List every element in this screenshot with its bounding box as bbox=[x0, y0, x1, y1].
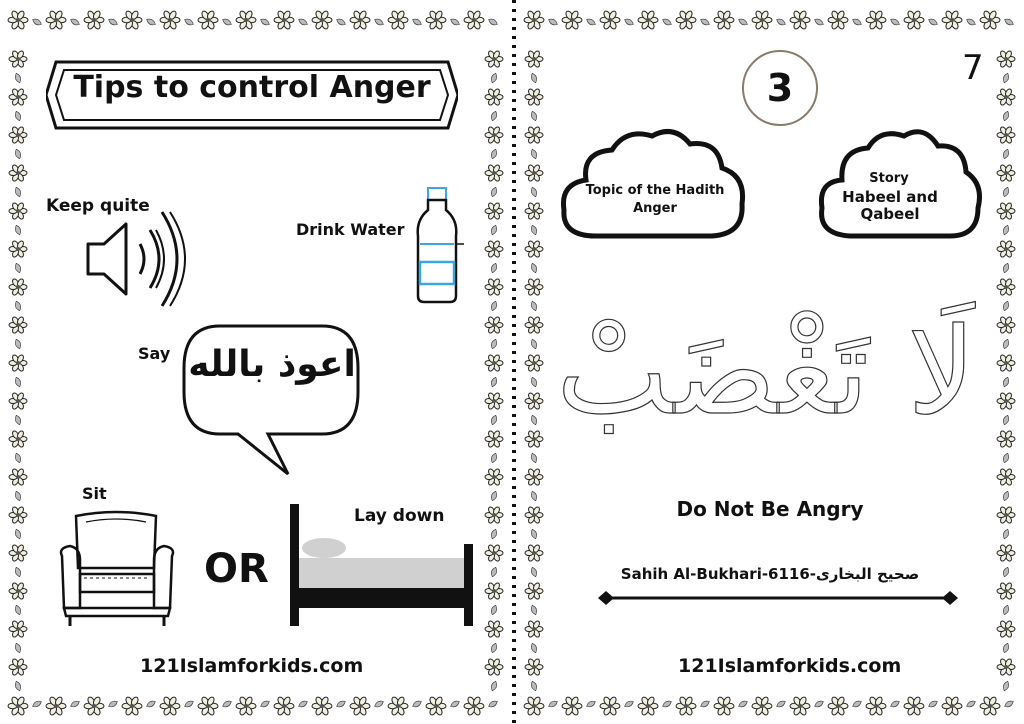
flower-border-item bbox=[485, 316, 503, 334]
flower-border-leaf bbox=[490, 338, 498, 349]
page-title: Tips to control Anger bbox=[73, 70, 431, 105]
flower-border-leaf bbox=[965, 17, 976, 26]
flower-border-leaf bbox=[14, 642, 22, 653]
armchair-icon bbox=[56, 508, 178, 630]
flower-border-leaf bbox=[490, 414, 498, 425]
flower-border-item bbox=[997, 126, 1015, 144]
flower-border-item bbox=[525, 126, 543, 144]
flower-border-leaf bbox=[530, 72, 538, 83]
flower-border-item bbox=[752, 10, 772, 30]
flower-border-item bbox=[46, 696, 66, 716]
flower-border-item bbox=[525, 468, 543, 486]
flower-border-item bbox=[600, 10, 620, 30]
flower-border-item bbox=[485, 126, 503, 144]
flower-border-leaf bbox=[775, 17, 786, 26]
flower-border-leaf bbox=[1003, 699, 1014, 708]
flower-border-leaf bbox=[1002, 566, 1010, 577]
flower-border-leaf bbox=[623, 699, 634, 708]
flower-border-item bbox=[904, 696, 924, 716]
flower-border-leaf bbox=[490, 452, 498, 463]
flower-border-leaf bbox=[927, 17, 938, 26]
flower-border-item bbox=[485, 658, 503, 676]
flower-border-leaf bbox=[547, 699, 558, 708]
tip-say-label: Say bbox=[138, 344, 171, 363]
flower-border-leaf bbox=[1002, 262, 1010, 273]
flower-border-item bbox=[426, 696, 446, 716]
flower-border-item bbox=[9, 202, 27, 220]
flower-border-item bbox=[525, 202, 543, 220]
flower-border-item bbox=[464, 696, 484, 716]
flower-border-leaf bbox=[530, 224, 538, 235]
flower-border-item bbox=[9, 392, 27, 410]
flower-border-item bbox=[274, 696, 294, 716]
flower-border-item bbox=[525, 430, 543, 448]
flower-border-item bbox=[752, 696, 772, 716]
flower-border-item bbox=[997, 430, 1015, 448]
flower-border-leaf bbox=[1002, 604, 1010, 615]
flower-border-leaf bbox=[31, 699, 42, 708]
flower-border-leaf bbox=[1002, 300, 1010, 311]
flower-border-leaf bbox=[107, 17, 118, 26]
flower-border-leaf bbox=[14, 148, 22, 159]
flower-border-leaf bbox=[221, 699, 232, 708]
flower-border-item bbox=[562, 10, 582, 30]
story-heading: Story bbox=[869, 171, 909, 186]
flower-border-item bbox=[198, 696, 218, 716]
flower-border-item bbox=[350, 696, 370, 716]
flower-border-leaf bbox=[661, 699, 672, 708]
flower-border-item bbox=[997, 354, 1015, 372]
flower-border-item bbox=[485, 354, 503, 372]
flower-border-leaf bbox=[14, 262, 22, 273]
flower-border-leaf bbox=[490, 490, 498, 501]
flower-border-item bbox=[84, 10, 104, 30]
flower-border-item bbox=[485, 202, 503, 220]
flower-border-leaf bbox=[889, 17, 900, 26]
flower-border-item bbox=[790, 10, 810, 30]
flower-border-leaf bbox=[490, 110, 498, 121]
flower-border-item bbox=[46, 10, 66, 30]
flower-border-item bbox=[997, 50, 1015, 68]
flower-border-leaf bbox=[14, 110, 22, 121]
flower-border-leaf bbox=[490, 72, 498, 83]
story-value: Habeel and Qabeel bbox=[842, 188, 938, 223]
flower-border-leaf bbox=[490, 680, 498, 691]
flower-border-item bbox=[525, 164, 543, 182]
flower-border-item bbox=[160, 10, 180, 30]
flower-border-leaf bbox=[530, 566, 538, 577]
flower-border-item bbox=[997, 468, 1015, 486]
flower-border-item bbox=[997, 582, 1015, 600]
flower-border-leaf bbox=[813, 699, 824, 708]
flower-border-leaf bbox=[889, 699, 900, 708]
flower-border-leaf bbox=[1002, 110, 1010, 121]
flower-border-leaf bbox=[585, 17, 596, 26]
flower-border-leaf bbox=[490, 376, 498, 387]
tip-drink-water-label: Drink Water bbox=[296, 220, 405, 239]
flower-border-item bbox=[485, 50, 503, 68]
page-number: 7 bbox=[962, 48, 984, 88]
flower-border-leaf bbox=[530, 528, 538, 539]
flower-border-item bbox=[997, 88, 1015, 106]
flower-border-item bbox=[485, 430, 503, 448]
flower-border-item bbox=[485, 544, 503, 562]
flower-border-item bbox=[676, 10, 696, 30]
flower-border-item bbox=[524, 10, 544, 30]
flower-border-item bbox=[997, 240, 1015, 258]
flower-border-leaf bbox=[661, 17, 672, 26]
flower-border-leaf bbox=[145, 699, 156, 708]
water-bottle-icon bbox=[410, 184, 472, 306]
flower-border-leaf bbox=[530, 148, 538, 159]
flower-border-leaf bbox=[490, 566, 498, 577]
flower-border-item bbox=[525, 392, 543, 410]
flower-border-item bbox=[997, 278, 1015, 296]
flower-border-leaf bbox=[14, 604, 22, 615]
flower-border-leaf bbox=[335, 17, 346, 26]
flower-border-item bbox=[997, 316, 1015, 334]
flower-border-leaf bbox=[699, 17, 710, 26]
flower-border-leaf bbox=[927, 699, 938, 708]
flower-border-leaf bbox=[530, 452, 538, 463]
flower-border-leaf bbox=[775, 699, 786, 708]
flower-border-leaf bbox=[411, 699, 422, 708]
flower-border-item bbox=[485, 278, 503, 296]
flower-border-leaf bbox=[14, 376, 22, 387]
flower-border-item bbox=[84, 696, 104, 716]
flower-border-item bbox=[8, 696, 28, 716]
bed-icon bbox=[288, 500, 476, 628]
translation-text: Do Not Be Angry bbox=[676, 497, 864, 521]
flower-border-leaf bbox=[14, 452, 22, 463]
speaker-icon bbox=[84, 206, 188, 310]
flower-border-item bbox=[997, 620, 1015, 638]
flower-border-leaf bbox=[490, 148, 498, 159]
flower-border-item bbox=[9, 50, 27, 68]
flower-border-leaf bbox=[14, 680, 22, 691]
flower-border-leaf bbox=[449, 699, 460, 708]
flower-border-item bbox=[525, 544, 543, 562]
flower-border-leaf bbox=[14, 566, 22, 577]
or-text: OR bbox=[204, 546, 269, 592]
flower-border-leaf bbox=[335, 699, 346, 708]
tip-lay-down-label: Lay down bbox=[354, 506, 445, 526]
flower-border-leaf bbox=[259, 17, 270, 26]
flower-border-item bbox=[525, 506, 543, 524]
flower-border-item bbox=[904, 10, 924, 30]
flower-border-item bbox=[485, 240, 503, 258]
flower-border-leaf bbox=[145, 17, 156, 26]
flower-border-leaf bbox=[69, 699, 80, 708]
flower-border-leaf bbox=[530, 490, 538, 501]
flower-border-leaf bbox=[14, 186, 22, 197]
flower-border-leaf bbox=[490, 642, 498, 653]
flower-border-leaf bbox=[547, 17, 558, 26]
flower-border-item bbox=[790, 696, 810, 716]
flower-border-leaf bbox=[530, 262, 538, 273]
flower-border-leaf bbox=[14, 300, 22, 311]
flower-border-leaf bbox=[1002, 148, 1010, 159]
flower-border-leaf bbox=[851, 17, 862, 26]
arabic-outline-title: لَا تَغْضَبْ bbox=[556, 303, 976, 442]
flower-border-leaf bbox=[14, 490, 22, 501]
flower-border-item bbox=[997, 392, 1015, 410]
flower-border-item bbox=[485, 164, 503, 182]
flower-border-item bbox=[388, 10, 408, 30]
flower-border-item bbox=[9, 582, 27, 600]
flower-border-item bbox=[9, 88, 27, 106]
flower-border-leaf bbox=[623, 17, 634, 26]
website-footer-right: 121Islamforkids.com bbox=[678, 655, 902, 677]
flower-border-leaf bbox=[530, 186, 538, 197]
flower-border-leaf bbox=[373, 699, 384, 708]
flower-border-item bbox=[525, 582, 543, 600]
flower-border-item bbox=[160, 696, 180, 716]
flower-border-item bbox=[9, 658, 27, 676]
flower-border-item bbox=[9, 278, 27, 296]
flower-border-item bbox=[525, 50, 543, 68]
flower-border-item bbox=[485, 506, 503, 524]
flower-border-leaf bbox=[490, 262, 498, 273]
website-footer-left: 121Islamforkids.com bbox=[140, 655, 364, 677]
flower-border-item bbox=[312, 10, 332, 30]
flower-border-leaf bbox=[183, 17, 194, 26]
flower-border-item bbox=[485, 582, 503, 600]
flower-border-leaf bbox=[813, 17, 824, 26]
flower-border-leaf bbox=[530, 642, 538, 653]
flower-border-leaf bbox=[297, 699, 308, 708]
flower-border-item bbox=[997, 202, 1015, 220]
flower-border-leaf bbox=[699, 699, 710, 708]
flower-border-leaf bbox=[373, 17, 384, 26]
flower-border-item bbox=[122, 696, 142, 716]
flower-border-item bbox=[562, 696, 582, 716]
flower-border-item bbox=[942, 696, 962, 716]
flower-border-item bbox=[638, 696, 658, 716]
flower-border-item bbox=[525, 88, 543, 106]
flower-border-item bbox=[312, 696, 332, 716]
flower-border-item bbox=[525, 278, 543, 296]
flower-border-leaf bbox=[14, 338, 22, 349]
flower-border-leaf bbox=[530, 338, 538, 349]
hadith-reference: Sahih Al-Bukhari-6116-صحيح البخارى bbox=[620, 565, 920, 583]
flower-border-item bbox=[600, 696, 620, 716]
flower-border-leaf bbox=[530, 604, 538, 615]
topic-heading: Topic of the Hadith bbox=[585, 183, 725, 198]
flower-border-item bbox=[525, 658, 543, 676]
flower-border-item bbox=[9, 468, 27, 486]
flower-border-item bbox=[525, 240, 543, 258]
flower-border-leaf bbox=[737, 699, 748, 708]
flower-border-item bbox=[236, 10, 256, 30]
flower-border-item bbox=[9, 544, 27, 562]
flower-border-leaf bbox=[530, 680, 538, 691]
flower-border-item bbox=[828, 10, 848, 30]
flower-border-item bbox=[997, 544, 1015, 562]
flower-border-leaf bbox=[183, 699, 194, 708]
flower-border-leaf bbox=[1002, 376, 1010, 387]
flower-border-leaf bbox=[530, 300, 538, 311]
flower-border-leaf bbox=[69, 17, 80, 26]
flower-border-leaf bbox=[1002, 338, 1010, 349]
hadith-number-badge: 3 bbox=[742, 50, 818, 126]
flower-border-leaf bbox=[530, 414, 538, 425]
flower-border-item bbox=[198, 10, 218, 30]
flower-border-item bbox=[274, 10, 294, 30]
flower-border-leaf bbox=[411, 17, 422, 26]
flower-border-leaf bbox=[1003, 17, 1014, 26]
flower-border-leaf bbox=[1002, 642, 1010, 653]
flower-border-item bbox=[980, 696, 1000, 716]
flower-border-item bbox=[464, 10, 484, 30]
flower-border-leaf bbox=[297, 17, 308, 26]
flower-border-item bbox=[9, 126, 27, 144]
flower-border-leaf bbox=[14, 528, 22, 539]
flower-border-item bbox=[9, 316, 27, 334]
flower-border-item bbox=[8, 10, 28, 30]
flower-border-leaf bbox=[1002, 224, 1010, 235]
flower-border-leaf bbox=[965, 699, 976, 708]
flower-border-leaf bbox=[737, 17, 748, 26]
flower-border-leaf bbox=[530, 110, 538, 121]
flower-border-item bbox=[997, 658, 1015, 676]
flower-border-item bbox=[9, 506, 27, 524]
flower-border-item bbox=[997, 164, 1015, 182]
flower-border-leaf bbox=[487, 17, 498, 26]
flower-border-leaf bbox=[449, 17, 460, 26]
decorative-divider-line bbox=[598, 588, 958, 608]
topic-value: Anger bbox=[633, 201, 677, 216]
flower-border-item bbox=[525, 620, 543, 638]
flower-border-leaf bbox=[490, 186, 498, 197]
flower-border-item bbox=[9, 620, 27, 638]
flower-border-item bbox=[485, 620, 503, 638]
flower-border-leaf bbox=[221, 17, 232, 26]
say-phrase-text: اعوذ بالله bbox=[188, 344, 356, 385]
flower-border-item bbox=[942, 10, 962, 30]
flower-border-leaf bbox=[14, 224, 22, 235]
flower-border-leaf bbox=[1002, 528, 1010, 539]
flower-border-item bbox=[525, 316, 543, 334]
flower-border-leaf bbox=[1002, 186, 1010, 197]
flower-border-leaf bbox=[1002, 452, 1010, 463]
flower-border-item bbox=[980, 10, 1000, 30]
flower-border-leaf bbox=[487, 699, 498, 708]
flower-border-item bbox=[866, 10, 886, 30]
flower-border-leaf bbox=[14, 72, 22, 83]
flower-border-item bbox=[9, 164, 27, 182]
flower-border-item bbox=[122, 10, 142, 30]
flower-border-item bbox=[714, 10, 734, 30]
flower-border-item bbox=[485, 468, 503, 486]
flower-border-item bbox=[350, 10, 370, 30]
flower-border-item bbox=[236, 696, 256, 716]
flower-border-leaf bbox=[851, 699, 862, 708]
flower-border-leaf bbox=[490, 224, 498, 235]
tip-sit-label: Sit bbox=[82, 484, 107, 503]
flower-border-leaf bbox=[1002, 414, 1010, 425]
flower-border-leaf bbox=[1002, 72, 1010, 83]
flower-border-leaf bbox=[530, 376, 538, 387]
flower-border-leaf bbox=[107, 699, 118, 708]
flower-border-item bbox=[9, 430, 27, 448]
flower-border-item bbox=[866, 696, 886, 716]
flower-border-item bbox=[828, 696, 848, 716]
flower-border-item bbox=[525, 354, 543, 372]
flower-border-leaf bbox=[259, 699, 270, 708]
flower-border-item bbox=[714, 696, 734, 716]
flower-border-item bbox=[997, 506, 1015, 524]
flower-border-item bbox=[388, 696, 408, 716]
flower-border-leaf bbox=[31, 17, 42, 26]
tip-keep-quiet-label: Keep quite bbox=[46, 196, 150, 216]
flower-border-leaf bbox=[490, 300, 498, 311]
flower-border-leaf bbox=[1002, 680, 1010, 691]
flower-border-item bbox=[426, 10, 446, 30]
flower-border-leaf bbox=[14, 414, 22, 425]
flower-border-item bbox=[638, 10, 658, 30]
flower-border-item bbox=[9, 354, 27, 372]
flower-border-item bbox=[485, 392, 503, 410]
flower-border-leaf bbox=[1002, 490, 1010, 501]
flower-border-item bbox=[676, 696, 696, 716]
flower-border-leaf bbox=[490, 604, 498, 615]
flower-border-leaf bbox=[490, 528, 498, 539]
flower-border-leaf bbox=[585, 699, 596, 708]
flower-border-item bbox=[9, 240, 27, 258]
flower-border-item bbox=[524, 696, 544, 716]
flower-border-item bbox=[485, 88, 503, 106]
